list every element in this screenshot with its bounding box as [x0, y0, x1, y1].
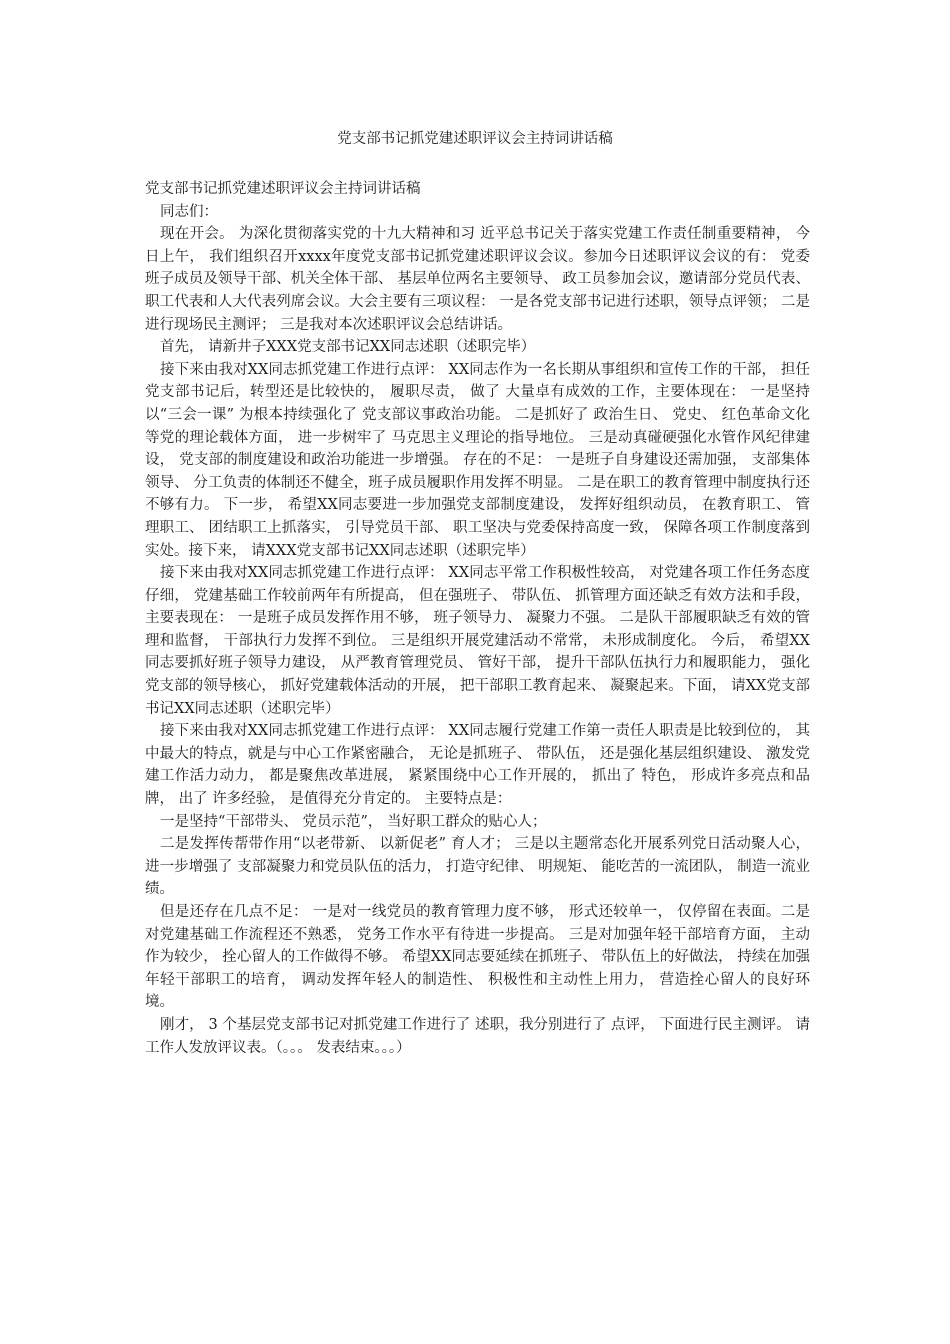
document-title: 党支部书记抓党建述职评议会主持词讲话稿 — [337, 131, 613, 147]
salutation: 同志们： — [160, 203, 218, 220]
paragraph-opening: 现在开会。 为深化贯彻落实党的十九大精神和习 近平总书记关于落实党建工作责任制重要精神， 今日上午， 我们组织召开xxxx年度党支部书记抓党建述职评议会议。参加今日述职评议会议的有： 党委班子成员及领导干部、机关全体干部、 基层单位两名主要领导、 政工员参加会议，邀请部分党员代表、 职工代表和人大代表列席会议。大会主要有三项议程： 一是各党支部书记进行述职，领导点评领； 二是进行现场民主测评； 三是我对本次述职评议会总结讲话。 — [145, 226, 810, 333]
paragraph-review-3: 接下来由我对XX同志抓党建工作进行点评： XX同志履行党建工作第一责任人职责是比较到位的， 其中最大的特点，就是与中心工作紧密融合， 无论是抓班子、 带队伍， 还是强化基层组织建设、 激发党建工作活力动力， 都是聚焦改革进展， 紧紧围绕中心工作开展的， 抓出了 特色， 形成许多亮点和品牌， 出了 许多经验， 是值得充分肯定的。 主要特点是： — [145, 723, 810, 808]
paragraph-review-1: 接下来由我对XX同志抓党建工作进行点评： XX同志作为一名长期从事组织和宣传工作的干部， 担任党支部书记后，转型还是比较快的， 履职尽责， 做了 大量卓有成效的工作，主要体现在： 一是坚持以“三会一课” 为根本持续强化了 党支部议事政治功能。 二是抓好了 政治生日、 党史、 红色革命文化等党的理论载体方面， 进一步树牢了 马克思主义理论的指导地位。 三是动真碰硬强化水管作风纪律建设， 党支部的制度建设和政治功能进一步增强。 存在的不足： 一是班子自身建设还需加强， 支部集体领导、 分工负责的体制还不健全，班子成员履职作用发挥不明显。 二是在职工的教育管理中制度执行还不够有力。 下一步， 希望XX同志要进一步加强党支部制度建设， 发挥好组织动员， 在教育职工、 管理职工、 团结职工上抓落实， 引导党员干部、 职工坚决与党委保持高度一致， 保障各项工作制度落到实处。接下来， 请XXX党支部书记XX同志述职（述职完毕） — [145, 361, 810, 559]
paragraph-review-2: 接下来由我对XX同志抓党建工作进行点评： XX同志平常工作积极性较高， 对党建各项工作任务态度仔细， 党建基础工作较前两年有所提高， 但在强班子、 带队伍、 抓管理方面还缺乏有效方法和手段， 主要表现在： 一是班子成员发挥作用不够， 班子领导力、 凝聚力不强。 二是队干部履职缺乏有效的管理和监督， 干部执行力发挥不到位。 三是组织开展党建活动不常常， 未形成制度化。 今后， 希望XX同志要抓好班子领导力建设， 从严教育管理党员、 管好干部， 提升干部队伍执行力和履职能力， 强化党支部的领导核心， 抓好党建载体活动的开展， 把干部职工教育起来、 凝聚起来。下面， 请XX党支部书记XX同志述职（述职完毕） — [145, 565, 810, 717]
paragraph-first-report: 首先， 请新井子XXX党支部书记XX同志述职（述职完毕） — [160, 339, 536, 356]
document-body — [145, 178, 810, 1059]
paragraph-feature-2: 二是发挥传帮带作用“以老带新、 以新促老” 育人才； 三是以主题常态化开展系列党日活动聚人心， 进一步增强了 支部凝聚力和党员队伍的活力， 打造守纪律、 明规矩、 能吃苦的一流团队， 制造一流业绩。 — [145, 836, 810, 898]
paragraph-closing: 刚才， 3 个基层党支部书记对抓党建工作进行了 述职，我分别进行了 点评， 下面进行民主测评。 请工作人发放评议表。（。。。 发表结束。。。） — [145, 1016, 810, 1056]
paragraph-shortcomings: 但是还存在几点不足： 一是对一线党员的教育管理力度不够， 形式还较单一， 仅停留在表面。二是对党建基础工作流程还不熟悉， 党务工作水平有待进一步提高。 三是对加强年轻干部培育方面， 主动作为较少， 拴心留人的工作做得不够。 希望XX同志要延续在抓班子、 带队伍上的好做法， 持续在加强年轻干部职工的培育， 调动发挥年轻人的制造性、 积极性和主动性上用力， 营造拴心留人的良好环境。 — [145, 904, 810, 1011]
body-heading: 党支部书记抓党建述职评议会主持词讲话稿 — [145, 181, 421, 197]
paragraph-feature-1: 一是坚持“干部带头、 党员示范”， 当好职工群众的贴心人； — [160, 813, 547, 830]
